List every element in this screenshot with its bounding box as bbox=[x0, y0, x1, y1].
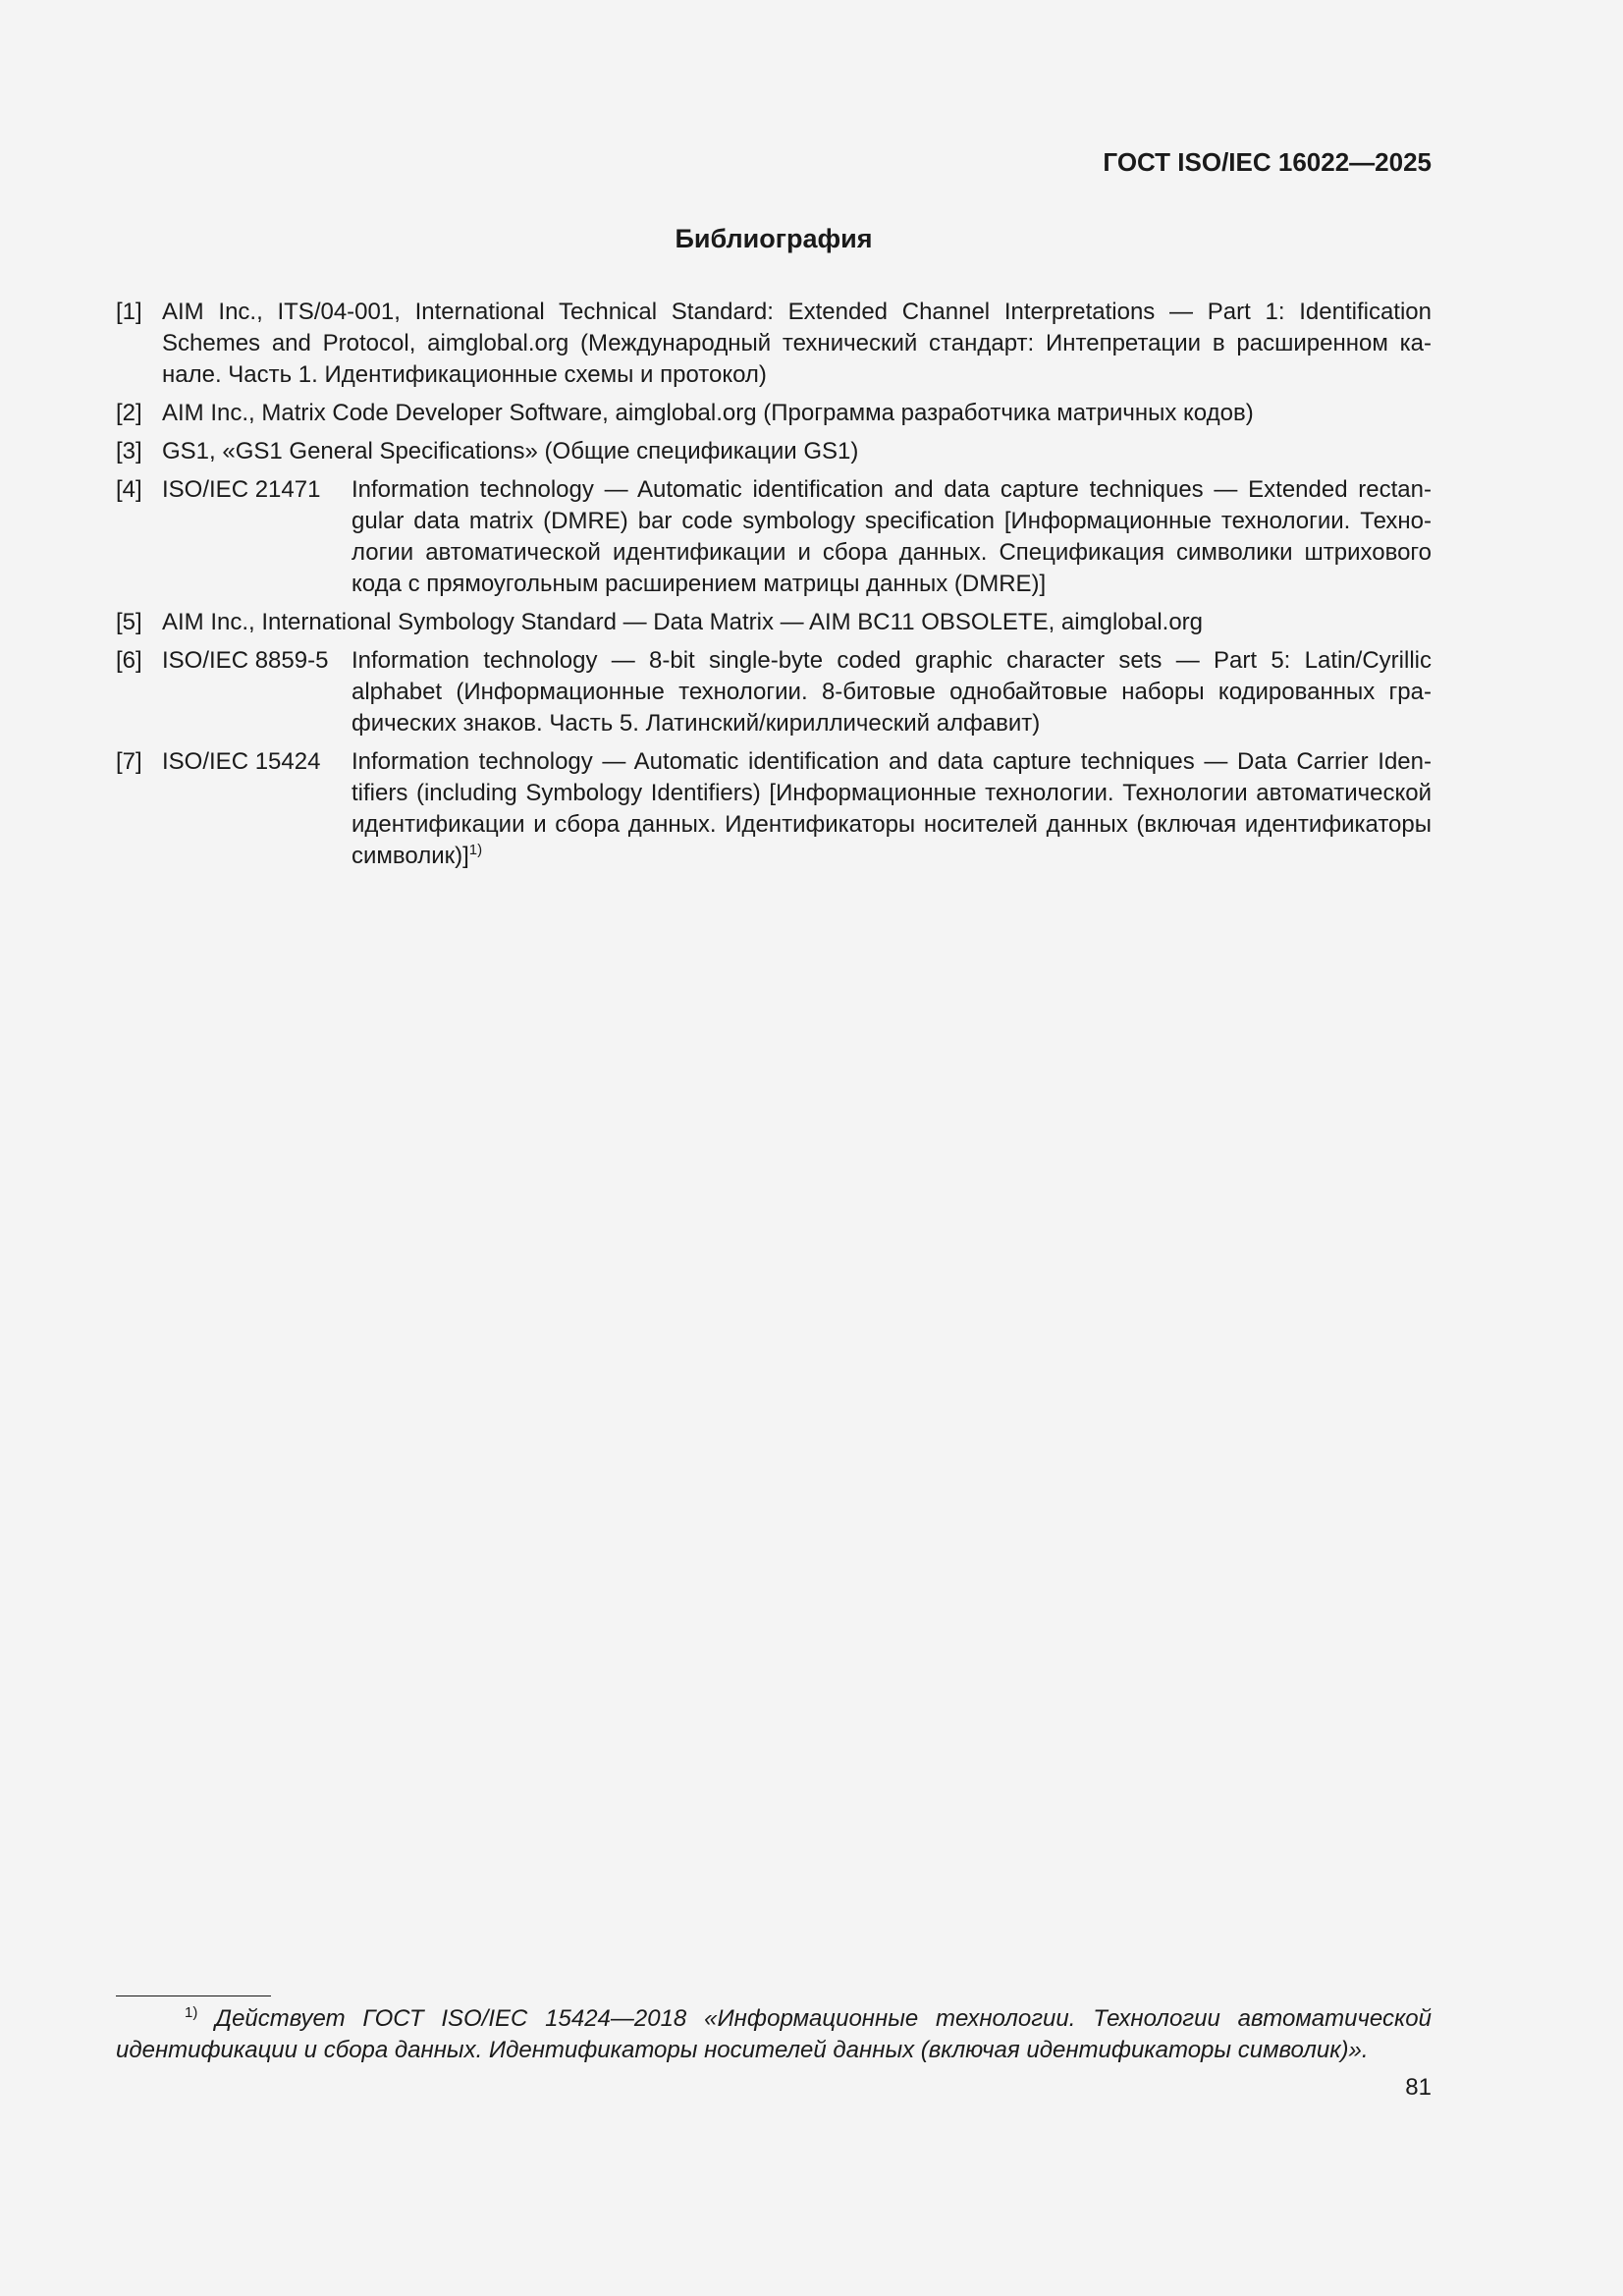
entry-text: AIM Inc., Matrix Code Developer Software, aimglobal.org (Программа разработчика матричных кодов) bbox=[162, 400, 1254, 426]
entry-number: [2] bbox=[116, 400, 142, 426]
entry-text: Information technology — Automatic identification and data capture techniques — Extended rectangular data matrix (DMRE) bar code symbology specification [Информационные технологии. Технологии автоматической идентификации и сбора данных. Спецификация символики штрихового кода с прямоугольным расширением матрицы данных (DMRE)] bbox=[352, 476, 1432, 597]
document-page bbox=[116, 0, 1432, 2296]
entry-text: GS1, «GS1 General Specifications» (Общие спецификации GS1) bbox=[162, 438, 859, 465]
bibliography-entry bbox=[116, 746, 1432, 872]
entry-text: Information technology — Automatic identification and data capture techniques — Data Carrier Identifiers (including Symbology Identifiers) [Информационные технологии. Технологии автоматической идентификации и сбора данных. Идентификаторы носителей данных (включая идентификаторы символик)] bbox=[352, 748, 1432, 869]
entry-text: AIM Inc., ITS/04-001, International Technical Standard: Extended Channel Interpretations — Part 1: Identification Schemes and Protocol, aimglobal.org (Международный технический стандарт: Интепретации в расширенном канале. Часть 1. Идентификационные схемы и протокол) bbox=[162, 299, 1432, 388]
entry-number: [3] bbox=[116, 438, 142, 465]
bibliography-entry bbox=[116, 297, 1432, 391]
page-number: 81 bbox=[1405, 2074, 1432, 2101]
bibliography-entry bbox=[116, 436, 1432, 467]
entry-text: Information technology — 8-bit single-byte coded graphic character sets — Part 5: Latin/Cyrillic alphabet (Информационные технологии. 8-битовые однобайтовые наборы кодированных графических знаков. Часть 5. Латинский/кириллический алфавит) bbox=[352, 647, 1432, 737]
entry-text-wrapper bbox=[352, 746, 1432, 872]
bibliography-entry bbox=[116, 474, 1432, 600]
section-title: Библиография bbox=[675, 224, 873, 253]
entry-text: AIM Inc., International Symbology Standard — Data Matrix — AIM BC11 OBSOLETE, aimglobal.org bbox=[162, 609, 1204, 635]
footnote-marker: 1) bbox=[185, 2004, 198, 2021]
entry-standard-code: ISO/IEC 21471 bbox=[162, 476, 321, 503]
entry-number: [1] bbox=[116, 299, 142, 325]
footnote-reference[interactable]: 1) bbox=[468, 842, 483, 858]
footnote-divider bbox=[116, 1995, 271, 1996]
bibliography-list bbox=[116, 297, 1432, 879]
footnote-text: Действует ГОСТ ISO/IEC 15424—2018 «Информационные технологии. Технологии автоматической идентификации и сбора данных. Идентификаторы носителей данных (включая идентификаторы символик)». bbox=[116, 2005, 1433, 2063]
entry-standard-code: ISO/IEC 15424 bbox=[162, 748, 321, 775]
document-code-header: ГОСТ ISO/IEC 16022—2025 bbox=[1103, 147, 1432, 177]
entry-number: [6] bbox=[116, 647, 142, 674]
bibliography-entry bbox=[116, 645, 1432, 739]
footnote bbox=[116, 2003, 1432, 2066]
entry-standard-code: ISO/IEC 8859-5 bbox=[162, 647, 329, 674]
bibliography-entry bbox=[116, 398, 1432, 429]
bibliography-entry bbox=[116, 607, 1432, 638]
entry-number: [7] bbox=[116, 748, 142, 775]
entry-number: [4] bbox=[116, 476, 142, 503]
entry-number: [5] bbox=[116, 609, 142, 635]
